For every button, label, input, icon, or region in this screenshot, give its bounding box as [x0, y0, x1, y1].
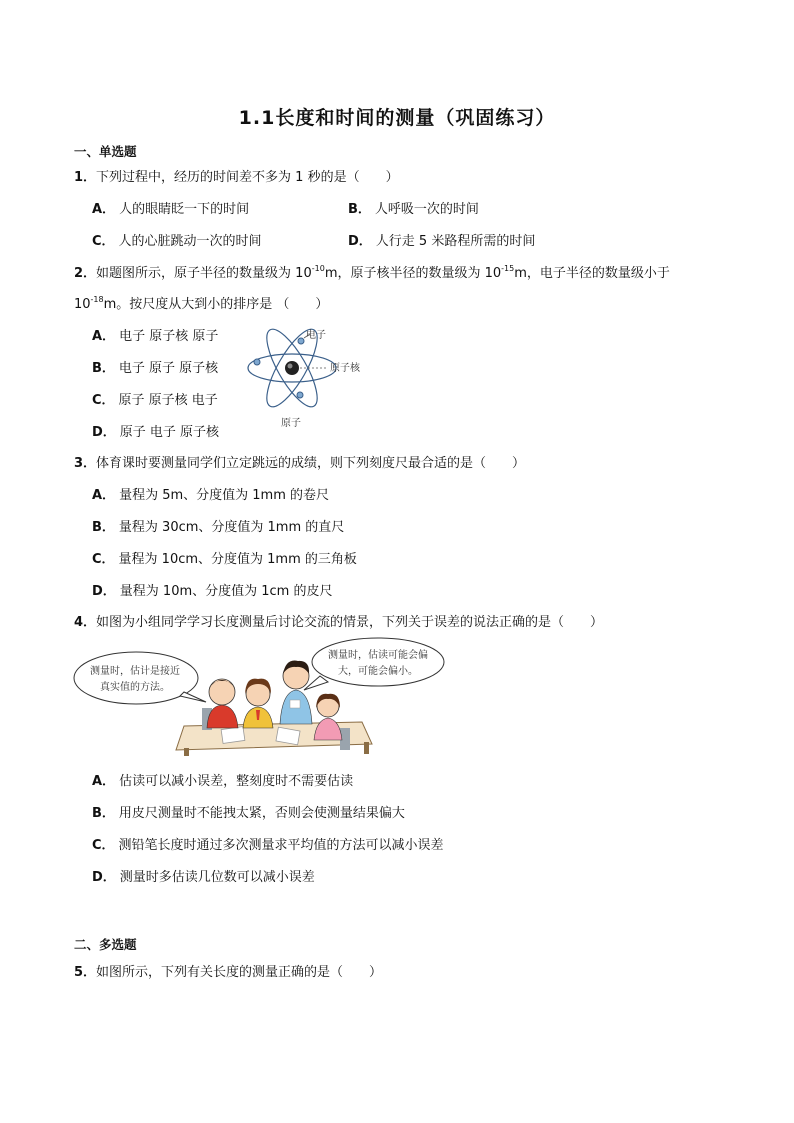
atom-diagram — [244, 320, 384, 432]
question-number: 3． — [74, 456, 97, 471]
question-2-line-2: $10^{-18}m$。按尺度从大到小的排序是 （ ） — [74, 295, 329, 312]
electron — [254, 359, 260, 365]
section-heading-multiple-choice: 二、多选题 — [74, 937, 137, 952]
q3-option-a[interactable]: A． 量程为 5m、分度值为 1mm 的卷尺 — [92, 488, 329, 503]
question-text: 下列过程中，经历的时间差不多为 1 秒的是（ ） — [96, 170, 399, 185]
question-4: 4．如图为小组同学学习长度测量后讨论交流的情景，下列关于误差的说法正确的是（ ） — [74, 615, 604, 630]
q3-option-b[interactable]: B． 量程为 30cm、分度值为 1mm 的直尺 — [92, 520, 345, 535]
question-number: 4． — [74, 615, 97, 630]
q2-option-c[interactable]: C． 原子 原子核 电子 — [92, 393, 218, 408]
bubble-right-line1: 测量时，估读可能会偏 — [328, 650, 428, 661]
document-title: 1.1长度和时间的测量（巩固练习） — [238, 107, 556, 129]
electron — [298, 338, 304, 344]
question-number: 1． — [74, 170, 97, 185]
question-number: 2． — [74, 266, 97, 281]
q4-option-a[interactable]: A． 估读可以减小误差，整刻度时不需要估读 — [92, 774, 354, 789]
q2-option-b[interactable]: B． 电子 原子 原子核 — [92, 361, 219, 376]
section-heading-single-choice: 一、单选题 — [74, 144, 137, 159]
q3-option-c[interactable]: C． 量程为 10cm、分度值为 1mm 的三角板 — [92, 552, 357, 567]
q4-option-d[interactable]: D． 测量时多估读几位数可以减小误差 — [92, 870, 315, 885]
q2-option-a[interactable]: A． 电子 原子核 原子 — [92, 329, 219, 344]
question-5: 5．如图所示，下列有关长度的测量正确的是（ ） — [74, 965, 383, 980]
atom-label: 原子 — [281, 418, 301, 429]
question-1 — [74, 166, 399, 185]
q4-option-c[interactable]: C． 测铅笔长度时通过多次测量求平均值的方法可以减小误差 — [92, 838, 444, 853]
q2-option-d[interactable]: D． 原子 电子 原子核 — [92, 425, 220, 440]
question-2: 2．如题图所示，原子半径的数量级为 $10^{-10}m$，原子核半径的数量级为 $10^{-15}m$，电子半径的数量级小于 — [74, 264, 670, 281]
nucleus — [285, 361, 299, 375]
q1-option-a[interactable]: A． 人的眼睛眨一下的时间 — [92, 202, 250, 217]
bubble-left-line2: 真实值的方法。 — [100, 682, 170, 693]
nucleus-label: 原子核 — [330, 363, 360, 374]
electron — [297, 392, 303, 398]
q4-option-b[interactable]: B． 用皮尺测量时不能拽太紧，否则会使测量结果偏大 — [92, 806, 405, 821]
q1-option-c[interactable]: C． 人的心脏跳动一次的时间 — [92, 234, 262, 249]
electron-label: 电子 — [306, 330, 326, 341]
q3-option-d[interactable]: D． 量程为 10m、分度值为 1cm 的皮尺 — [92, 584, 333, 599]
q1-option-b[interactable]: B． 人呼吸一次的时间 — [348, 202, 479, 217]
question-3: 3．体育课时要测量同学们立定跳远的成绩，则下列刻度尺最合适的是（ ） — [74, 456, 526, 471]
question-number: 5． — [74, 965, 97, 980]
students-discussion-illustration — [72, 636, 448, 756]
bubble-right-line2: 大，可能会偏小。 — [338, 666, 418, 677]
q1-option-d[interactable]: D． 人行走 5 米路程所需的时间 — [348, 234, 536, 249]
bubble-left-line1: 测量时，估计是接近 — [90, 666, 180, 677]
